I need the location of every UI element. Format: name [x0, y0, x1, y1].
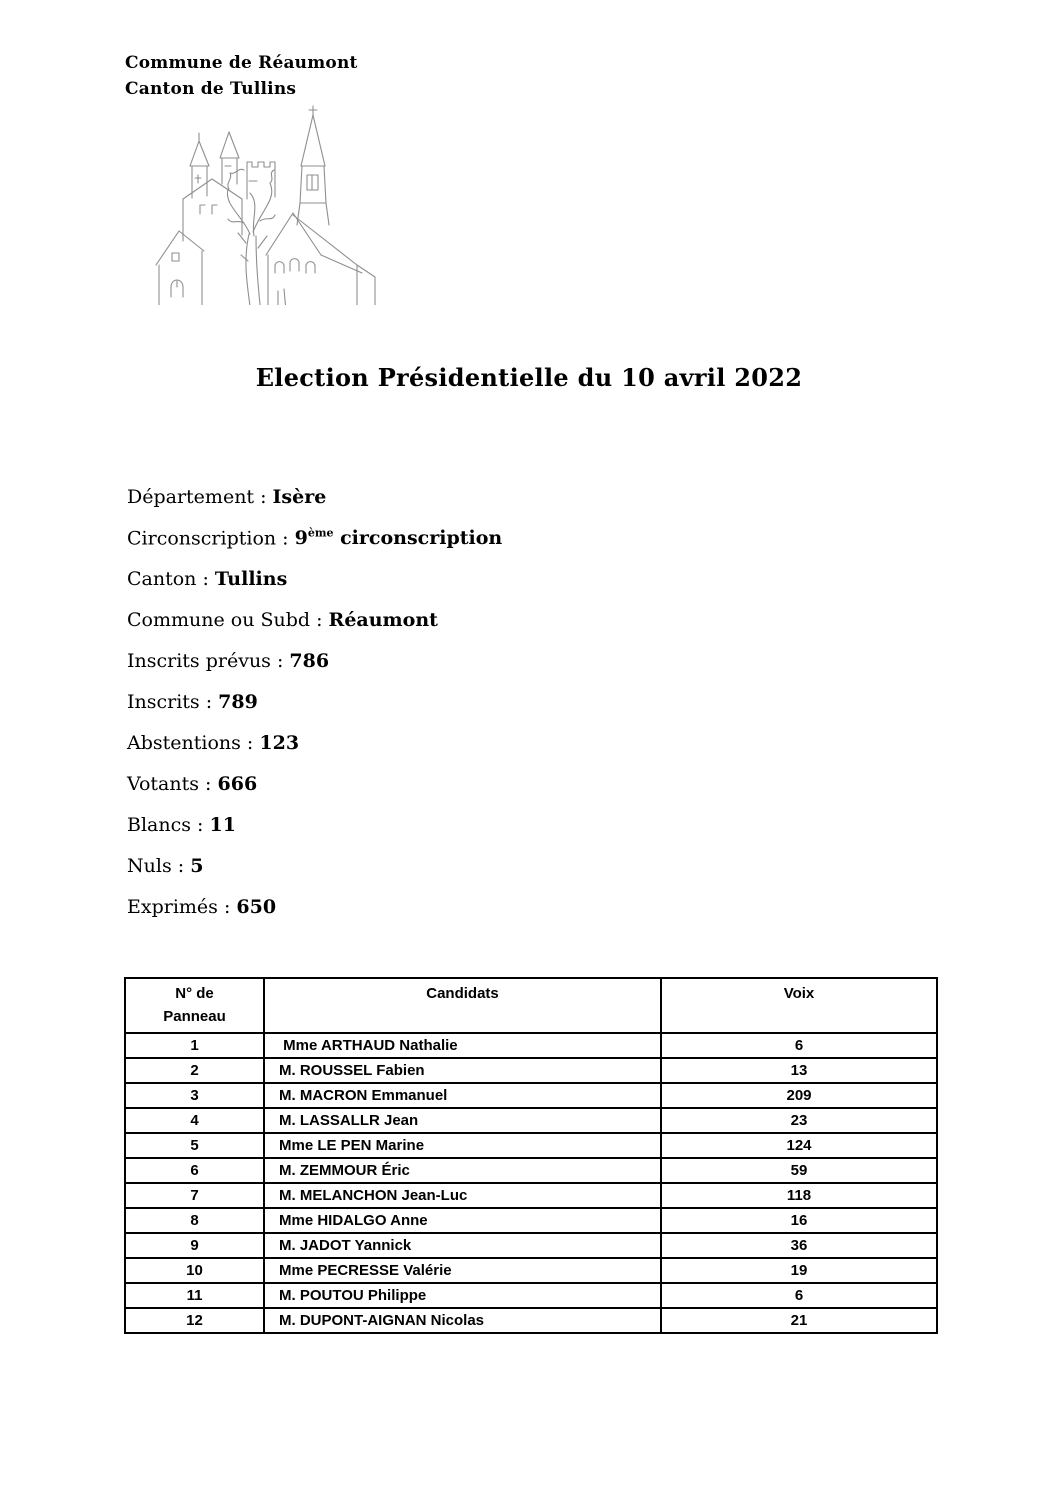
detail-label: Votants: [127, 773, 200, 795]
cell-candidat: M. DUPONT-AIGNAN Nicolas: [264, 1308, 661, 1333]
cell-candidat: M. POUTOU Philippe: [264, 1283, 661, 1308]
detail-value: 789: [218, 691, 258, 713]
cell-voix: 16: [661, 1208, 937, 1233]
cell-panneau: 1: [125, 1033, 264, 1058]
detail-label: Circonscription: [127, 527, 277, 550]
table-header-row: [125, 978, 937, 1033]
detail-separator: :: [240, 732, 260, 754]
detail-value: 786: [289, 650, 330, 672]
cell-panneau: 6: [125, 1158, 264, 1183]
header-voix: Voix: [661, 978, 937, 1033]
detail-label: Inscrits prévus: [127, 650, 271, 672]
detail-separator: :: [196, 568, 215, 590]
cell-candidat: M. MACRON Emmanuel: [264, 1083, 661, 1108]
table-row: [125, 1083, 937, 1108]
cell-voix: 6: [661, 1033, 937, 1058]
canton-line: Canton de Tullins: [125, 79, 297, 99]
detail-value: 5: [190, 855, 204, 877]
page-title: Election Présidentielle du 10 avril 2022: [255, 363, 803, 392]
table-row: [125, 1133, 937, 1158]
detail-departement: [127, 486, 502, 527]
table-row: [125, 1158, 937, 1183]
table-row: [125, 1283, 937, 1308]
cell-voix: 13: [661, 1058, 937, 1083]
cell-voix: 21: [661, 1308, 937, 1333]
detail-label: Exprimés: [127, 896, 218, 918]
detail-canton: [127, 568, 502, 609]
table-row: [125, 1058, 937, 1083]
detail-separator: :: [191, 814, 210, 836]
header-panneau: N° de Panneau: [125, 978, 264, 1033]
detail-circonscription: [127, 527, 502, 568]
cell-voix: 19: [661, 1258, 937, 1283]
detail-value: 650: [236, 896, 277, 918]
detail-inscrits: [127, 691, 502, 732]
results-table: [124, 977, 938, 1334]
detail-label: Département: [127, 486, 255, 508]
detail-label: Blancs: [127, 814, 191, 836]
detail-inscrits-prevus: [127, 650, 502, 691]
table-row: [125, 1308, 937, 1333]
header-candidats: Candidats: [264, 978, 661, 1033]
detail-value: Isère: [272, 486, 327, 508]
detail-value: 666: [217, 773, 258, 795]
table-row: [125, 1208, 937, 1233]
cell-candidat: Mme ARTHAUD Nathalie: [264, 1033, 661, 1058]
cell-panneau: 11: [125, 1283, 264, 1308]
cell-voix: 209: [661, 1083, 937, 1108]
table-row: [125, 1183, 937, 1208]
table-row: [125, 1233, 937, 1258]
detail-blancs: [127, 814, 502, 855]
detail-value: Tullins: [214, 568, 288, 590]
cell-candidat: M. LASSALLR Jean: [264, 1108, 661, 1133]
table-row: [125, 1033, 937, 1058]
detail-abstentions: [127, 732, 502, 773]
detail-label: Nuls: [127, 855, 172, 877]
detail-label: Abstentions: [127, 732, 241, 754]
cell-candidat: M. ZEMMOUR Éric: [264, 1158, 661, 1183]
detail-value: 123: [259, 732, 300, 754]
cell-voix: 6: [661, 1283, 937, 1308]
cell-voix: 36: [661, 1233, 937, 1258]
table-row: [125, 1258, 937, 1283]
detail-label: Inscrits: [127, 691, 200, 713]
detail-separator: :: [310, 609, 329, 631]
table-row: [125, 1108, 937, 1133]
org-header: [125, 50, 358, 102]
cell-voix: 124: [661, 1133, 937, 1158]
detail-votants: [127, 773, 502, 814]
commune-line: Commune de Réaumont: [125, 53, 358, 73]
detail-value: Réaumont: [328, 609, 438, 631]
detail-separator: :: [254, 486, 273, 508]
cell-voix: 59: [661, 1158, 937, 1183]
cell-voix: 23: [661, 1108, 937, 1133]
detail-separator: :: [171, 855, 191, 877]
cell-panneau: 10: [125, 1258, 264, 1283]
detail-commune: [127, 609, 502, 650]
cell-panneau: 9: [125, 1233, 264, 1258]
cell-voix: 118: [661, 1183, 937, 1208]
cell-panneau: 2: [125, 1058, 264, 1083]
cell-candidat: Mme PECRESSE Valérie: [264, 1258, 661, 1283]
cell-panneau: 12: [125, 1308, 264, 1333]
detail-separator: :: [217, 896, 237, 918]
detail-label: Canton: [127, 568, 197, 590]
detail-label: Commune ou Subd: [127, 609, 311, 631]
detail-separator: :: [199, 691, 219, 713]
election-details: [127, 486, 502, 937]
cell-panneau: 8: [125, 1208, 264, 1233]
cell-panneau: 3: [125, 1083, 264, 1108]
village-sketch-svg: [150, 103, 378, 305]
cell-candidat: Mme HIDALGO Anne: [264, 1208, 661, 1233]
cell-candidat: M. MELANCHON Jean-Luc: [264, 1183, 661, 1208]
cell-panneau: 7: [125, 1183, 264, 1208]
detail-nuls: [127, 855, 502, 896]
detail-separator: :: [270, 650, 290, 672]
detail-exprimes: [127, 896, 502, 937]
detail-value: 9ème circonscription: [294, 527, 503, 550]
cell-candidat: Mme LE PEN Marine: [264, 1133, 661, 1158]
cell-panneau: 4: [125, 1108, 264, 1133]
detail-value: 11: [209, 814, 236, 836]
cell-candidat: M. JADOT Yannick: [264, 1233, 661, 1258]
cell-candidat: M. ROUSSEL Fabien: [264, 1058, 661, 1083]
detail-separator: :: [276, 527, 295, 550]
cell-panneau: 5: [125, 1133, 264, 1158]
village-sketch-illustration: [150, 103, 378, 305]
detail-separator: :: [199, 773, 218, 795]
